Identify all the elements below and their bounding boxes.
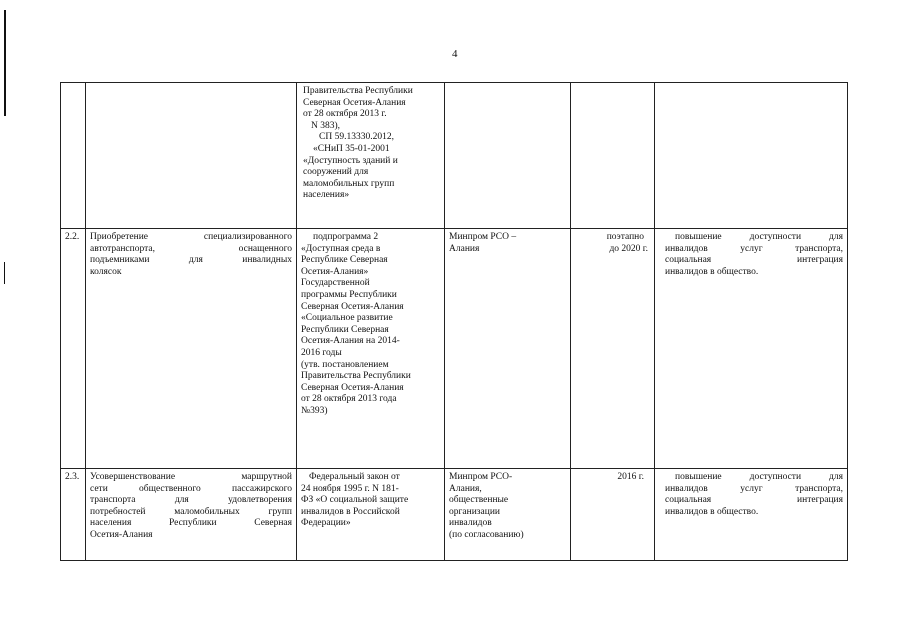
basis-line: Республике Северная (301, 255, 388, 266)
basis-line: маломобильных групп (303, 178, 395, 189)
activity-cell (86, 83, 297, 229)
executor-line: Минпром РСО – (449, 232, 517, 242)
term-line: до 2020 г. (609, 243, 648, 254)
basis-line: 24 ноября 1995 г. N 181- (301, 483, 399, 494)
activity-line: Приобретение специализированного (90, 232, 292, 242)
basis-line: Государственной (301, 278, 370, 289)
activity-cell (86, 229, 297, 469)
basis-line: ФЗ «О социальной защите (301, 495, 409, 506)
basis-line: Северная Осетия-Алания (303, 97, 406, 108)
basis-line: Осетия-Алания» (301, 266, 369, 277)
row-number-cell (61, 469, 86, 561)
executor-cell (445, 229, 571, 469)
result-line: повышение доступности для (675, 232, 843, 242)
basis-line: «СНиП 35-01-2001 (313, 143, 390, 154)
result-line: социальная интеграция (665, 495, 843, 506)
basis-cell (297, 83, 445, 229)
measures-table (60, 82, 848, 561)
activity-cell (86, 469, 297, 561)
executor-line: Алания (449, 243, 480, 254)
basis-line: 2016 годы (301, 347, 342, 358)
basis-line: программы Республики (301, 289, 397, 300)
basis-line: №393) (301, 405, 328, 416)
activity-line: колясок (90, 266, 122, 277)
executor-line: общественные (449, 495, 509, 506)
activity-line: подъемниками для инвалидных (90, 255, 292, 266)
activity-line: Осетия-Алания (90, 529, 153, 540)
basis-line: сооружений для (303, 167, 369, 178)
basis-line: Осетия-Алания на 2014- (301, 336, 400, 347)
basis-cell (297, 469, 445, 561)
basis-line: Федеральный закон от (309, 472, 400, 482)
executor-cell (445, 469, 571, 561)
executor-cell (445, 83, 571, 229)
term-line: поэтапно (606, 232, 644, 242)
basis-line: от 28 октября 2013 г. (303, 109, 387, 120)
executor-line: организации (449, 506, 501, 517)
result-cell (655, 469, 848, 561)
table-row (61, 229, 848, 469)
basis-line: «Социальное развитие (301, 313, 393, 324)
activity-line: населения Республики Северная (90, 518, 292, 529)
basis-cell (297, 229, 445, 469)
basis-line: Республики Северная (301, 324, 389, 335)
term-line: 2016 г. (617, 472, 644, 482)
result-cell (655, 83, 848, 229)
activity-line: транспорта для удовлетворения (90, 495, 292, 506)
row-number-cell (61, 229, 86, 469)
result-cell (655, 229, 848, 469)
term-cell (571, 229, 655, 469)
basis-line: N 383), (311, 120, 341, 131)
basis-line: подпрограмма 2 (313, 232, 379, 242)
result-line: инвалидов в общество. (665, 506, 759, 517)
basis-line: инвалидов в Российской (301, 506, 400, 517)
row-number: 2.2. (65, 232, 80, 242)
activity-line: потребностей маломобильных групп (90, 506, 292, 517)
executor-line: Алания, (449, 483, 482, 494)
row-number-cell (61, 83, 86, 229)
executor-line: инвалидов (449, 518, 492, 529)
row-number: 2.3. (65, 472, 80, 482)
basis-line: «Доступность зданий и (303, 155, 398, 166)
basis-line: Федерации» (301, 518, 351, 529)
basis-line: Северная Осетия-Алания (301, 382, 404, 393)
basis-line: (утв. постановлением (301, 359, 389, 370)
basis-line: Правительства Республики (301, 371, 411, 382)
page-number: 4 (452, 48, 458, 60)
result-line: инвалидов в общество. (665, 266, 759, 277)
basis-line: населения» (303, 190, 350, 201)
scan-margin-line-bottom (4, 262, 5, 284)
result-line: повышение доступности для (675, 472, 843, 482)
activity-line: Усовершенствование маршрутной (90, 472, 292, 482)
executor-line: Минпром РСО- (449, 472, 513, 482)
result-line: инвалидов услуг транспорта, (665, 483, 843, 494)
activity-line: сети общественного пассажирского (90, 483, 292, 494)
executor-line: (по согласованию) (449, 529, 524, 540)
activity-line: автотранспорта, оснащенного (90, 243, 292, 254)
result-line: инвалидов услуг транспорта, (665, 243, 843, 254)
result-line: социальная интеграция (665, 255, 843, 266)
basis-line: СП 59.13330.2012, (319, 132, 394, 143)
table-row (61, 469, 848, 561)
term-cell (571, 83, 655, 229)
basis-line: Северная Осетия-Алания (301, 301, 404, 312)
basis-line: от 28 октября 2013 года (301, 394, 397, 405)
basis-line: Правительства Республики (303, 86, 413, 96)
scan-margin-line-top (4, 10, 6, 116)
basis-line: «Доступная среда в (301, 243, 381, 254)
table-row (61, 83, 848, 229)
term-cell (571, 469, 655, 561)
